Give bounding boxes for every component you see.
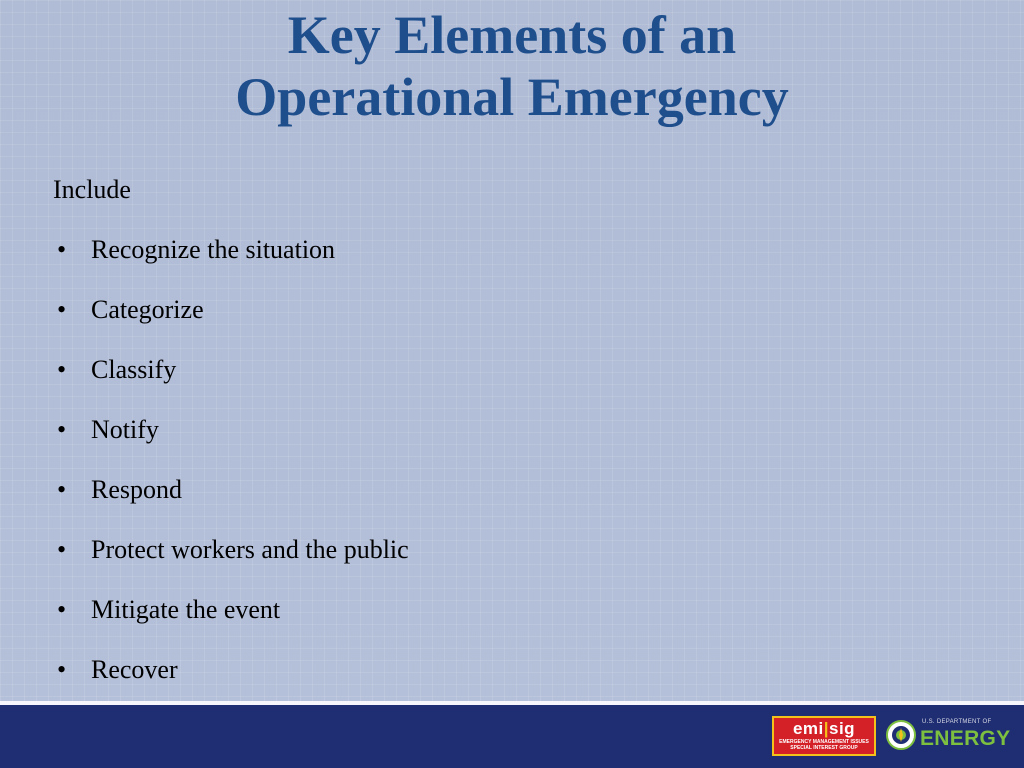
bullet-label: Classify: [91, 355, 177, 384]
bullet-icon: •: [57, 235, 67, 264]
emi-sig-wordmark: [774, 719, 874, 739]
doe-department-text: U.S. DEPARTMENT OF: [922, 719, 992, 725]
bullet-item: [53, 410, 953, 470]
bullet-label: Recognize the situation: [91, 235, 336, 264]
bullet-label: Categorize: [91, 295, 204, 324]
bullet-item: [53, 290, 953, 350]
bullet-icon: •: [57, 355, 67, 384]
bullet-item: [53, 530, 953, 590]
emi-logo-text: emi: [792, 719, 824, 738]
doe-seal-icon: [886, 720, 916, 750]
slide-title-line-1: Key Elements of an: [287, 5, 737, 65]
emi-sig-logo: [772, 716, 876, 756]
bullet-icon: •: [57, 475, 67, 504]
bullet-list: [53, 230, 953, 710]
bullet-icon: •: [57, 595, 67, 624]
bullet-icon: •: [57, 415, 67, 444]
slide-title-line-2: Operational Emergency: [235, 67, 789, 127]
bullet-label: Recover: [91, 655, 178, 684]
slide-body: [53, 170, 953, 710]
bullet-label: Protect workers and the public: [91, 535, 409, 564]
bullet-item: [53, 590, 953, 650]
emi-logo-separator: |: [823, 719, 829, 738]
emi-sig-subtitle-1: EMERGENCY MANAGEMENT ISSUES: [779, 739, 869, 745]
bullet-icon: •: [57, 535, 67, 564]
doe-energy-wordmark: ENERGY: [920, 727, 1011, 750]
sig-logo-text: sig: [829, 719, 856, 738]
bullet-item: [53, 350, 953, 410]
bullet-label: Mitigate the event: [91, 595, 281, 624]
slide-title: [0, 4, 1024, 128]
intro-text: Include: [53, 175, 131, 204]
bullet-label: Notify: [91, 415, 159, 444]
bullet-item: [53, 470, 953, 530]
bullet-item: [53, 230, 953, 290]
bullet-icon: •: [57, 655, 67, 684]
bullet-icon: •: [57, 295, 67, 324]
bullet-label: Respond: [91, 475, 182, 504]
emi-sig-subtitle-2: SPECIAL INTEREST GROUP: [790, 745, 858, 751]
